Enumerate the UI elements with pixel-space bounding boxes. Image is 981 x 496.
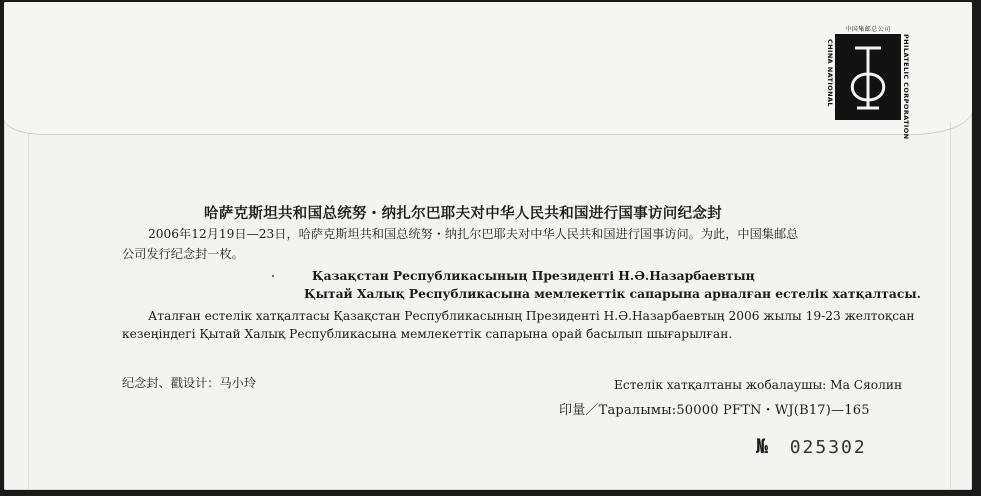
- description-chinese: [122, 224, 842, 264]
- serial-number: [756, 434, 867, 458]
- title-kazakh-line-1: Қазақстан Республикасының Президенті Н.Ә.Назарбаевтың: [312, 268, 755, 283]
- philatelic-corporation-icon: [835, 34, 901, 120]
- commemorative-title-chinese: 哈萨克斯坦共和国总统努・纳扎尔巴耶夫对中华人民共和国进行国事访问纪念封: [204, 205, 722, 222]
- serial-number-value: 025302: [789, 437, 867, 458]
- philatelic-logo: [825, 20, 910, 140]
- description-chinese-line-2: 公司发行纪念封一枚。: [122, 247, 244, 261]
- title-kazakh-line-2: Қытай Халық Республикасына мемлекеттік сапарына арналған естелік хатқалтасы.: [304, 286, 921, 301]
- print-run-info: 印量／Таралымы:50000 PFTN・WJ(B17)—165: [559, 403, 870, 418]
- designer-credit-kazakh: Естелік хатқалтаны жобалаушы: Ма Сяолин: [614, 378, 903, 392]
- description-kazakh-line-2: кезеңіндегі Қытай Халық Республикасына мемлекеттік сапарына орай басылып шығарылған.: [122, 327, 733, 341]
- logo-chinese-name: 中国集邮总公司: [845, 26, 891, 33]
- logo-side-right-text: PHILATELIC CORPORATION: [902, 34, 910, 140]
- description-kazakh-line-1: Аталған естелік хатқалтасы Қазақстан Республикасының Президенті Н.Ә.Назарбаевтың 2006 жылы 19-23 желтоқсан: [148, 309, 915, 323]
- fold-line-left: [28, 134, 29, 490]
- commemorative-title-kazakh: [304, 267, 921, 303]
- logo-side-left-text: CHINA NATIONAL: [826, 39, 834, 107]
- ink-speck: [272, 275, 274, 277]
- number-sign: №: [756, 434, 769, 458]
- description-kazakh: [122, 307, 915, 343]
- envelope-back: [4, 2, 972, 490]
- description-chinese-line-1: 2006年12月19日—23日，哈萨克斯坦共和国总统努・纳扎尔巴耶夫对中华人民共和国进行国事访问。为此，中国集邮总: [148, 227, 799, 241]
- designer-credit-chinese: 纪念封、戳设计：马小玲: [122, 376, 257, 390]
- fold-line-right: [950, 122, 951, 490]
